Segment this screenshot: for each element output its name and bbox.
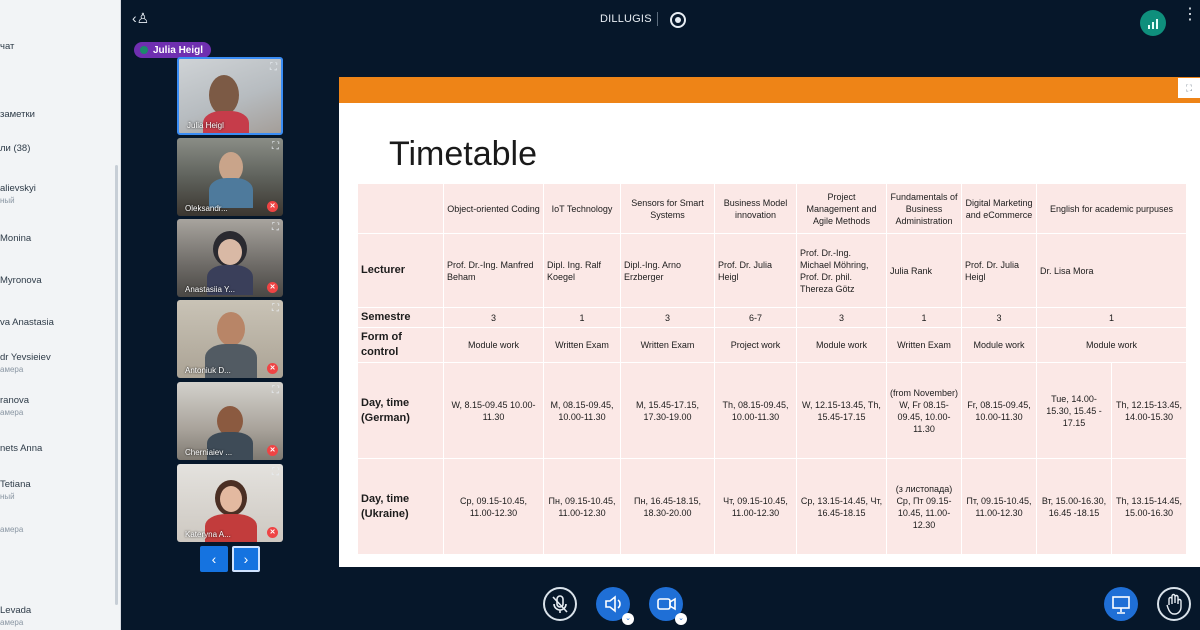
video-tile[interactable] <box>177 219 283 297</box>
table-cell: Prof. Dr. Julia Heigl <box>962 234 1037 308</box>
sidebar-scrollbar[interactable] <box>115 165 118 605</box>
sidebar-item-label: заметки <box>0 109 35 120</box>
table-cell: Tue, 14.00-15.30, 15.45 - 17.15 <box>1037 363 1112 459</box>
muted-icon: ✕ <box>267 201 278 212</box>
video-tile[interactable] <box>177 138 283 216</box>
table-cell: 6-7 <box>715 308 797 328</box>
user-list-item[interactable] <box>0 352 51 374</box>
sidebar <box>0 0 121 630</box>
user-status: амера <box>0 618 24 627</box>
table-cell: Module work <box>444 328 544 363</box>
table-cell: Module work <box>1037 328 1187 363</box>
user-name: dr Yevsieiev <box>0 352 51 363</box>
table-cell: Dipl. Ing. Ralf Koegel <box>544 234 621 308</box>
table-header: Sensors for Smart Systems <box>621 184 715 234</box>
camera-button[interactable] <box>649 587 683 621</box>
mic-off-icon <box>545 589 575 619</box>
row-header: Day, time (Ukraine) <box>358 459 444 555</box>
table-cell: Ср, 09.15-10.45, 11.00-12.30 <box>444 459 544 555</box>
record-icon[interactable] <box>670 12 686 28</box>
table-cell: M, 15.45-17.15, 17.30-19.00 <box>621 363 715 459</box>
user-list-item[interactable] <box>0 523 23 534</box>
participant-video <box>217 312 245 346</box>
tile-name: Julia Heigl <box>187 121 224 130</box>
talking-name: Julia Heigl <box>153 44 204 56</box>
table-row <box>358 363 1187 459</box>
table-cell: 3 <box>621 308 715 328</box>
table-cell: Prof. Dr.-Ing. Michael Möhring, Prof. Dr. phil. Thereza Götz <box>797 234 887 308</box>
fullscreen-icon[interactable]: ⛶ <box>1178 78 1200 98</box>
next-page-button[interactable]: › <box>232 546 260 572</box>
table-row <box>358 459 1187 555</box>
table-cell: 1 <box>544 308 621 328</box>
table-cell: W, 8.15-09.45 10.00-11.30 <box>444 363 544 459</box>
table-cell: Чт, 09.15-10.45, 11.00-12.30 <box>715 459 797 555</box>
table-cell: Ср, 13.15-14.45, Чт, 16.45-18.15 <box>797 459 887 555</box>
table-header: Project Management and Agile Methods <box>797 184 887 234</box>
expand-icon[interactable]: ⛶ <box>272 222 279 233</box>
table-cell: Пн, 16.45-18.15, 18.30-20.00 <box>621 459 715 555</box>
user-name: Levada <box>0 605 32 616</box>
tile-name: Cherniaiev ... <box>185 448 233 457</box>
table-cell: Julia Rank <box>887 234 962 308</box>
expand-icon[interactable]: ⛶ <box>272 467 279 478</box>
table-header: Digital Marketing and eCommerce <box>962 184 1037 234</box>
expand-icon[interactable]: ⛶ <box>272 303 279 314</box>
user-list-item[interactable] <box>0 275 42 286</box>
audio-button[interactable] <box>596 587 630 621</box>
expand-icon[interactable]: ⛶ <box>270 62 277 73</box>
prev-page-button[interactable]: ‹ <box>200 546 228 572</box>
user-name: Tetiana <box>0 479 31 490</box>
title-divider <box>657 12 658 26</box>
row-header: Semestre <box>358 308 444 328</box>
table-header: Object-oriented Coding <box>444 184 544 234</box>
chevron-down-icon[interactable]: ⌄ <box>622 613 634 625</box>
table-cell: Prof. Dr. Julia Heigl <box>715 234 797 308</box>
user-name: alievskyi <box>0 183 36 194</box>
expand-icon[interactable]: ⛶ <box>272 385 279 396</box>
table-cell: Prof. Dr.-Ing. Manfred Beham <box>444 234 544 308</box>
table-cell: 3 <box>444 308 544 328</box>
table-cell: Written Exam <box>544 328 621 363</box>
presentation-slide <box>339 77 1200 567</box>
video-tile[interactable] <box>177 464 283 542</box>
mic-icon <box>140 46 148 54</box>
table-cell: Project work <box>715 328 797 363</box>
options-menu-icon[interactable]: ⋮ <box>1182 6 1198 23</box>
sidebar-item-chat[interactable] <box>0 41 14 52</box>
toggle-userlist-icon[interactable]: ‹♙ <box>132 10 150 26</box>
table-cell: (з листопада) Ср, Пт 09.15-10.45, 11.00-12.30 <box>887 459 962 555</box>
table-cell: Dipl.-Ing. Arno Erzberger <box>621 234 715 308</box>
chevron-down-icon[interactable]: ⌄ <box>675 613 687 625</box>
table-cell: Th, 12.15-13.45, 14.00-15.30 <box>1112 363 1187 459</box>
table-cell: Module work <box>797 328 887 363</box>
table-cell: 3 <box>797 308 887 328</box>
user-list-item[interactable] <box>0 183 36 205</box>
row-header: Form of control <box>358 328 444 363</box>
table-cell: (from November) W, Fr 08.15-09.45, 10.00-11.30 <box>887 363 962 459</box>
table-header: English for academic purpuses <box>1037 184 1187 234</box>
table-cell: Th, 08.15-09.45, 10.00-11.30 <box>715 363 797 459</box>
table-row <box>358 328 1187 363</box>
presentation-button[interactable] <box>1104 587 1138 621</box>
expand-icon[interactable]: ⛶ <box>272 141 279 152</box>
table-cell: Dr. Lisa Mora <box>1037 234 1187 308</box>
participant-face <box>220 486 242 512</box>
sidebar-item-users[interactable] <box>0 143 30 154</box>
user-list-item[interactable] <box>0 479 31 501</box>
table-cell: 1 <box>1037 308 1187 328</box>
table-row <box>358 184 1187 234</box>
table-header: Business Model innovation <box>715 184 797 234</box>
table-cell: Fr, 08.15-09.45, 10.00-11.30 <box>962 363 1037 459</box>
muted-icon: ✕ <box>267 282 278 293</box>
table-cell <box>358 184 444 234</box>
user-status: амера <box>0 365 24 374</box>
row-header: Day, time (German) <box>358 363 444 459</box>
participant-face <box>218 239 242 265</box>
main-area <box>122 0 1200 630</box>
user-list-item[interactable] <box>0 443 42 454</box>
table-cell: W, 12.15-13.45, Th, 15.45-17.15 <box>797 363 887 459</box>
video-tile[interactable] <box>177 57 283 135</box>
user-name: Monina <box>0 233 32 244</box>
row-header: Lecturer <box>358 234 444 308</box>
table-cell: 3 <box>962 308 1037 328</box>
sidebar-item-notes[interactable] <box>0 109 35 120</box>
meeting-title: DILLUGIS <box>600 13 652 25</box>
tile-name: Antoniuk D... <box>185 366 231 375</box>
table-header: IoT Technology <box>544 184 621 234</box>
user-list-item[interactable] <box>0 317 54 328</box>
sidebar-item-label: ли (38) <box>0 143 31 154</box>
table-cell: Пн, 09.15-10.45, 11.00-12.30 <box>544 459 621 555</box>
table-cell: Written Exam <box>621 328 715 363</box>
user-list-item[interactable] <box>0 233 31 244</box>
user-name: Myronova <box>0 275 42 286</box>
table-cell: Written Exam <box>887 328 962 363</box>
video-tile[interactable] <box>177 300 283 378</box>
table-cell: Вт, 15.00-16.30, 16.45 -18.15 <box>1037 459 1112 555</box>
table-cell: Th, 13.15-14.45, 15.00-16.30 <box>1112 459 1187 555</box>
user-name: nets Anna <box>0 443 43 454</box>
table-header: Fundamentals of Business Administration <box>887 184 962 234</box>
presentation-icon <box>1104 587 1138 621</box>
table-row <box>358 308 1187 328</box>
table-cell: Пт, 09.15-10.45, 11.00-12.30 <box>962 459 1037 555</box>
video-tile[interactable] <box>177 382 283 460</box>
mute-microphone-button[interactable] <box>543 587 577 621</box>
user-name: va Anastasia <box>0 317 54 328</box>
user-list-item[interactable] <box>0 605 31 627</box>
tile-name: Oleksandr... <box>185 204 228 213</box>
tile-name: Kateryna A... <box>185 530 231 539</box>
user-status: ный <box>0 492 15 501</box>
muted-icon: ✕ <box>267 445 278 456</box>
slide-header-bar <box>339 77 1200 103</box>
talking-indicator <box>134 42 211 58</box>
user-status: ный <box>0 196 15 205</box>
user-name: ranova <box>0 395 30 406</box>
table-cell: Module work <box>962 328 1037 363</box>
raise-hand-button[interactable] <box>1157 587 1191 621</box>
hand-icon <box>1159 589 1189 619</box>
table-row <box>358 234 1187 308</box>
slide-title: Timetable <box>389 135 538 173</box>
table-cell: M, 08.15-09.45, 10.00-11.30 <box>544 363 621 459</box>
table-cell: 1 <box>887 308 962 328</box>
muted-icon: ✕ <box>267 527 278 538</box>
muted-icon: ✕ <box>267 363 278 374</box>
connection-status-button[interactable] <box>1140 10 1166 36</box>
participant-video <box>209 75 239 115</box>
timetable <box>357 183 1187 555</box>
tile-name: Anastasiia Y... <box>185 285 235 294</box>
sidebar-item-label: чат <box>0 41 15 52</box>
user-list-item[interactable] <box>0 395 29 417</box>
user-status: амера <box>0 408 24 417</box>
user-status: амера <box>0 525 24 534</box>
